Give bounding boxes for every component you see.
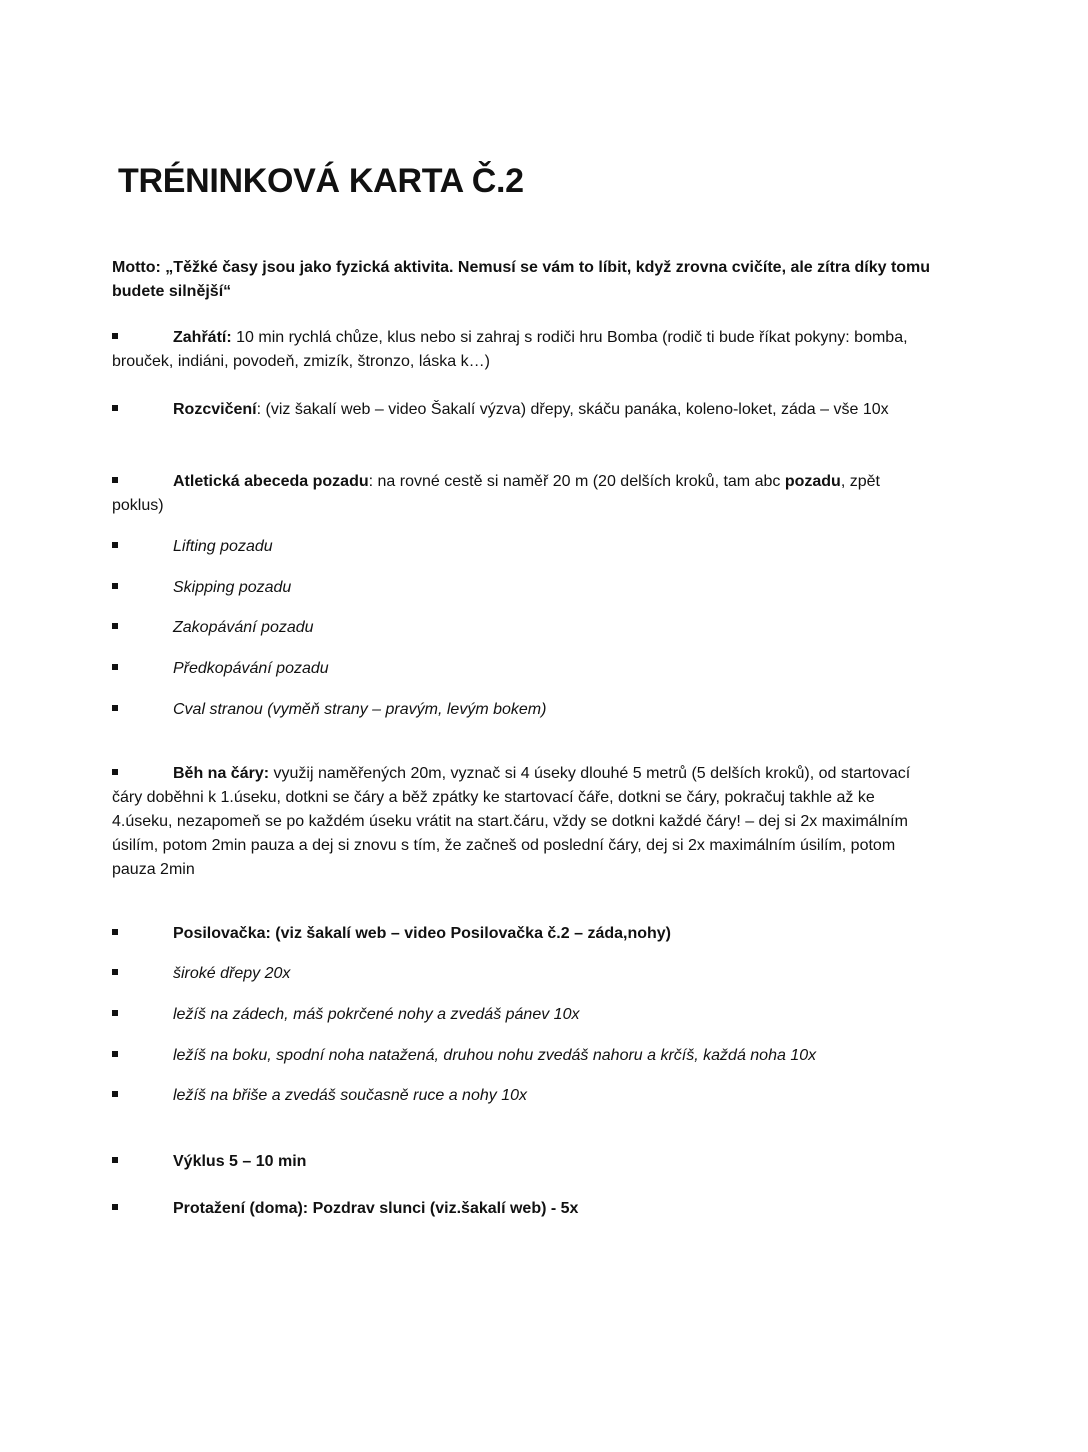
- strength-label: Posilovačka: (viz šakalí web – video Posilovačka č.2 – záda,nohy): [173, 925, 671, 942]
- stretching-item: [112, 398, 932, 422]
- strength-item: [112, 922, 932, 946]
- athletics-subitem: [112, 576, 932, 600]
- warmup-label: Zahřátí:: [173, 329, 232, 346]
- athletics-subitem-text: Skipping pozadu: [173, 579, 292, 596]
- athletics-item: [112, 470, 932, 518]
- final-stretch-item: [112, 1197, 932, 1221]
- final-stretch-label: Protažení (doma): Pozdrav slunci (viz.šakalí web) - 5x: [173, 1200, 579, 1217]
- strength-subitem-text: ležíš na břiše a zvedáš současně ruce a nohy 10x: [173, 1087, 527, 1104]
- athletics-subitem-text: Předkopávání pozadu: [173, 660, 329, 677]
- athletics-subitem: [112, 535, 932, 559]
- strength-subitem: [112, 1044, 932, 1068]
- athletics-bold: pozadu: [784, 473, 841, 490]
- athletics-subitem: [112, 698, 932, 722]
- bullet-icon: [112, 929, 118, 935]
- warmup-text: 10 min rychlá chůze, klus nebo si zahraj s rodiči hru Bomba (rodič ti bude říkat pokyny: bomba, brouček, indiáni, povodeň, zmizík, štronzo, láska k…): [112, 329, 908, 370]
- strength-subitem-text: ležíš na zádech, máš pokrčené nohy a zvedáš pánev 10x: [173, 1006, 580, 1023]
- cooldown-item: [112, 1150, 932, 1174]
- page-title: TRÉNINKOVÁ KARTA Č.2: [118, 162, 524, 200]
- lines-label: Běh na čáry:: [173, 765, 270, 782]
- bullet-icon: [112, 583, 118, 589]
- bullet-icon: [112, 1010, 118, 1016]
- bullet-icon: [112, 477, 118, 483]
- athletics-subitem: [112, 616, 932, 640]
- athletics-subitem-text: Lifting pozadu: [173, 538, 273, 555]
- stretching-label: Rozcvičení: [173, 401, 257, 418]
- bullet-icon: [112, 705, 118, 711]
- lines-item: [112, 762, 932, 882]
- bullet-icon: [112, 969, 118, 975]
- warmup-item: [112, 326, 932, 374]
- athletics-label: Atletická abeceda pozadu: [173, 473, 369, 490]
- bullet-icon: [112, 1204, 118, 1210]
- athletics-text: : na rovné cestě si naměř 20 m (20 delších kroků, tam abc: [368, 473, 785, 490]
- lines-text: využij naměřených 20m, vyznač si 4 úseky dlouhé 5 metrů (5 delších kroků), od startovací čáry doběhni k 1.úseku, dotkni se čáry a běž zpátky ke startovací čáře, dotkni se čáry, pokračuj takhle až ke 4.úseku, nezapomeň se po každém úseku vrátit na start.čáru, vždy se dotkni každé čáry! – dej si 2x maximálním úsilím, potom 2min pauza a dej si znovu s tím, že začneš od poslední čáry, dej si 2x maximálním úsilím, potom pauza 2min: [112, 765, 911, 878]
- bullet-icon: [112, 405, 118, 411]
- bullet-icon: [112, 1051, 118, 1057]
- athletics-text-end: , zpět poklus): [112, 473, 880, 514]
- motto: Motto: „Těžké časy jsou jako fyzická aktivita. Nemusí se vám to líbit, když zrovna cvičíte, ale zítra díky tomu budete silnější“: [112, 259, 931, 300]
- stretching-text: : (viz šakalí web – video Šakalí výzva) dřepy, skáču panáka, koleno-loket, záda – vše 10x: [256, 401, 889, 418]
- bullet-icon: [112, 623, 118, 629]
- bullet-icon: [112, 769, 118, 775]
- strength-subitem-text: ležíš na boku, spodní noha natažená, druhou nohu zvedáš nahoru a krčíš, každá noha 10x: [173, 1047, 817, 1064]
- strength-subitem: [112, 1003, 932, 1027]
- cooldown-label: Výklus 5 – 10 min: [173, 1153, 307, 1170]
- bullet-icon: [112, 333, 118, 339]
- bullet-icon: [112, 542, 118, 548]
- strength-subitem: [112, 962, 932, 986]
- bullet-icon: [112, 1091, 118, 1097]
- bullet-icon: [112, 1157, 118, 1163]
- strength-subitem-text: široké dřepy 20x: [173, 965, 291, 982]
- athletics-subitem-text: Zakopávání pozadu: [173, 619, 314, 636]
- strength-subitem: [112, 1084, 932, 1108]
- athletics-subitem: [112, 657, 932, 681]
- athletics-subitem-text: Cval stranou (vyměň strany – pravým, levým bokem): [173, 701, 547, 718]
- bullet-icon: [112, 664, 118, 670]
